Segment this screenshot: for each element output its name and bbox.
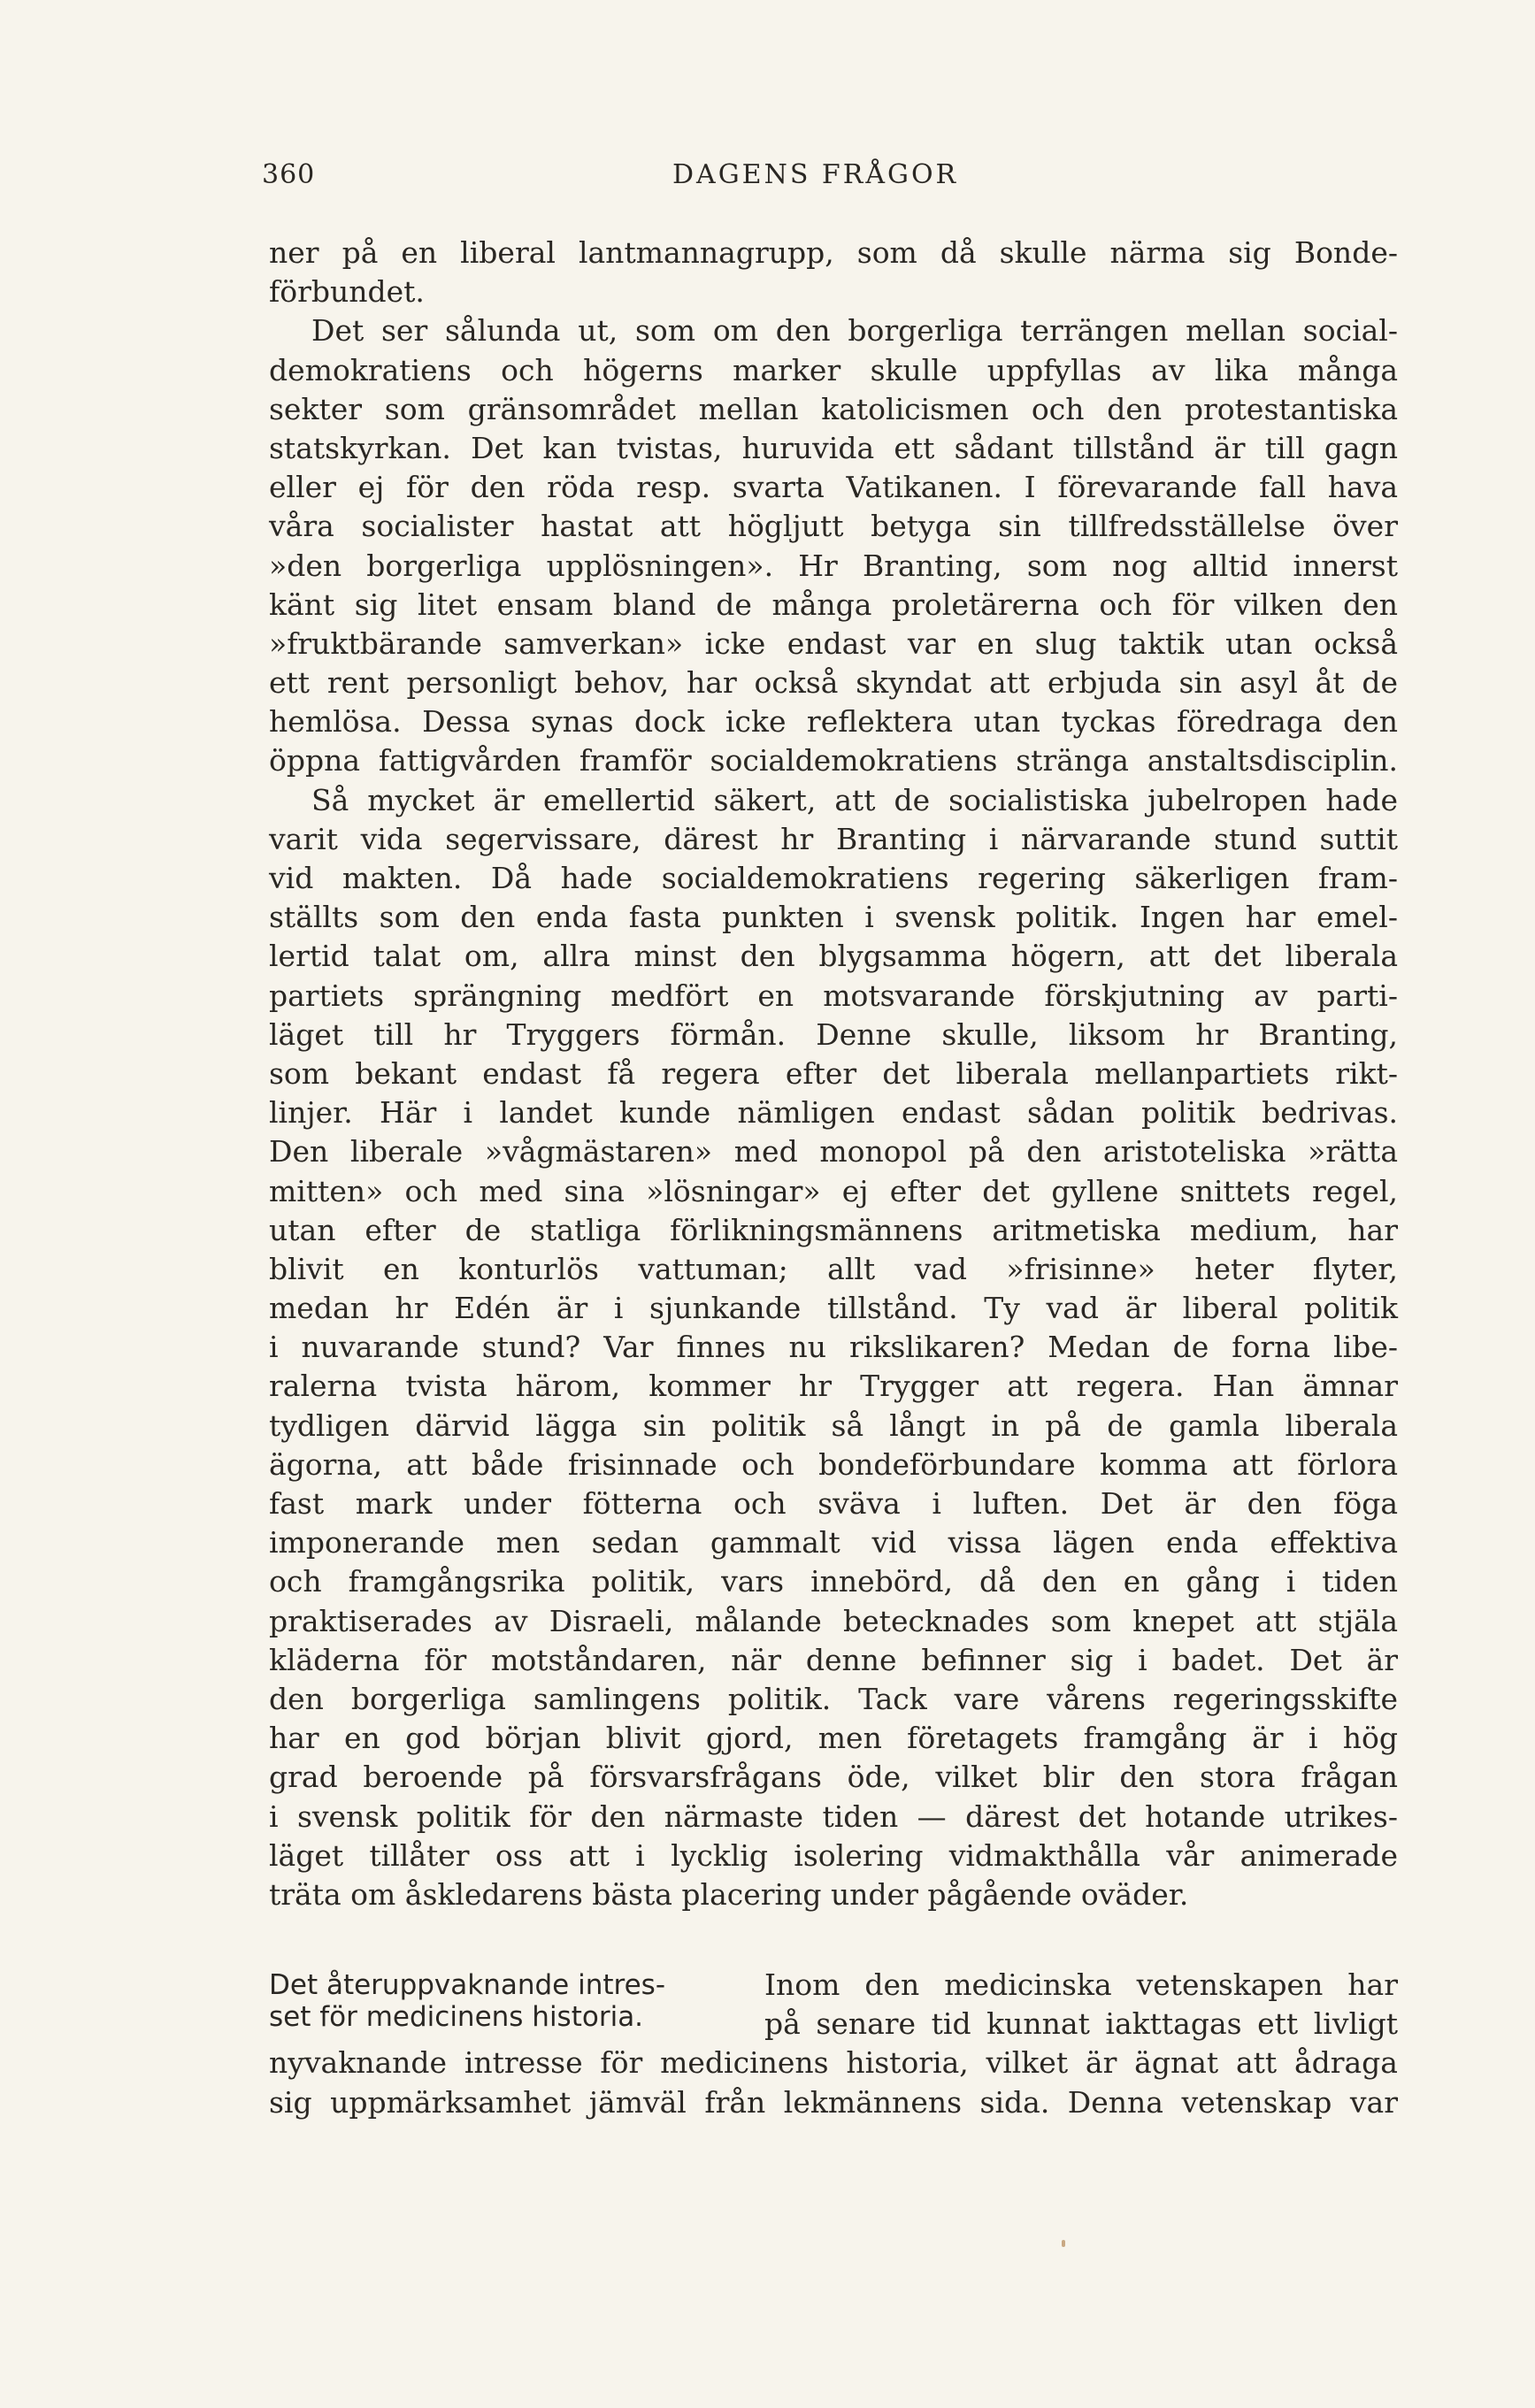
text-line: förbundet. (269, 274, 425, 310)
section-side-heading (269, 1969, 750, 2033)
text-line: mitten» och med sina »lösningar» ej efter det gyllene snittets regel, (269, 1173, 1398, 1208)
text-line: linjer. Här i landet kunde nämligen endast sådan politik bedrivas. (269, 1095, 1398, 1131)
article-body (269, 234, 1398, 1914)
text-line: medan hr Edén är i sjunkande tillstånd. Ty vad är liberal politik (269, 1291, 1398, 1326)
text-line: Så mycket är emellertid säkert, att de socialistiska jubelropen hade (311, 782, 1398, 817)
text-line: som bekant endast få regera efter det liberala mellanpartiets rikt- (269, 1055, 1398, 1091)
text-line: Det ser sålunda ut, som om den borgerliga terrängen mellan social- (311, 313, 1398, 349)
text-line: eller ej för den röda resp. svarta Vatikanen. I förevarande fall hava (269, 470, 1398, 505)
text-line: läget tillåter oss att i lycklig isolering vidmakthålla vår animerade (269, 1837, 1398, 1873)
text-line: våra socialister hastat att högljutt betyga sin tillfredsställelse över (269, 509, 1398, 544)
text-line: den borgerliga samlingens politik. Tack vare vårens regeringsskifte (269, 1681, 1398, 1716)
section-head-text (750, 1966, 1398, 2044)
text-line: i svensk politik för den närmaste tiden — därest det hotande utrikes- (269, 1798, 1398, 1834)
text-line: på senare tid kunnat iakttagas ett livligt (764, 2006, 1398, 2042)
text-line: läget till hr Tryggers förmån. Denne skulle, liksom hr Branting, (269, 1016, 1398, 1052)
side-heading-line: Det återuppvaknande intres- (269, 1969, 666, 2001)
text-line: »den borgerliga upplösningen». Hr Branting, som nog alltid innerst (269, 548, 1398, 583)
text-line: ställts som den enda fasta punkten i svensk politik. Ingen har emel- (269, 900, 1398, 935)
text-line: imponerande men sedan gammalt vid vissa lägen enda effektiva (269, 1525, 1398, 1561)
text-line: sekter som gränsområdet mellan katolicismen och den protestantiska (269, 391, 1398, 426)
running-title: DAGENS FRÅGOR (672, 159, 959, 190)
text-line: öppna fattigvården framför socialdemokratiens stränga anstaltsdisciplin. (269, 743, 1398, 778)
text-line: ett rent personligt behov, har också skyndat att erbjuda sin asyl åt de (269, 665, 1398, 701)
text-line: sig uppmärksamhet jämväl från lekmännens sida. Denna vetenskap var (269, 2084, 1398, 2120)
text-line: »fruktbärande samverkan» icke endast var en slug taktik utan också (269, 625, 1398, 661)
text-line: i nuvarande stund? Var finnes nu rikslikaren? Medan de forna libe- (269, 1330, 1398, 1365)
section-head (269, 1966, 1398, 2044)
text-line: känt sig litet ensam bland de många proletärerna och för vilken den (269, 587, 1398, 622)
text-line: tydligen därvid lägga sin politik så långt in på de gamla liberala (269, 1407, 1398, 1443)
text-line: hemlösa. Dessa synas dock icke reflektera utan tyckas föredraga den (269, 704, 1398, 740)
text-line: varit vida segervissare, därest hr Branting i närvarande stund suttit (269, 821, 1398, 856)
page-number: 360 (262, 159, 316, 190)
text-line: fast mark under fötterna och sväva i luften. Det är den föga (269, 1486, 1398, 1521)
text-line: ägorna, att både frisinnade och bondeförbundare komma att förlora (269, 1446, 1398, 1482)
text-line: praktiserades av Disraeli, målande betecknades som knepet att stjäla (269, 1603, 1398, 1638)
text-line: kläderna för motståndaren, när denne befinner sig i badet. Det är (269, 1642, 1398, 1677)
text-line: träta om åskledarens bästa placering under pågående oväder. (269, 1876, 1189, 1912)
text-line: statskyrkan. Det kan tvistas, huruvida ett sådant tillstånd är till gagn (269, 430, 1398, 465)
text-line: Den liberale »vågmästaren» med monopol på den aristoteliska »rätta (269, 1134, 1398, 1169)
text-line: blivit en konturlös vattuman; allt vad »frisinne» heter flyter, (269, 1251, 1398, 1286)
text-line: har en god början blivit gjord, men företagets framgång är i hög (269, 1721, 1398, 1756)
paper-stain (1062, 2240, 1065, 2247)
text-line: vid makten. Då hade socialdemokratiens regering säkerligen fram- (269, 861, 1398, 895)
new-section (269, 1966, 1398, 2122)
text-line: nyvaknande intresse för medicinens historia, vilket är ägnat att ådraga (269, 2045, 1398, 2081)
text-line: ralerna tvista härom, kommer hr Trygger att regera. Han ämnar (269, 1369, 1398, 1404)
text-line: demokratiens och högerns marker skulle uppfyllas av lika många (269, 352, 1398, 387)
text-line: lertid talat om, allra minst den blygsamma högern, att det liberala (269, 939, 1398, 974)
text-line: Inom den medicinska vetenskapen har (764, 1967, 1398, 2002)
text-line: partiets sprängning medfört en motsvarande förskjutning av parti- (269, 978, 1398, 1013)
text-line: utan efter de statliga förlikningsmännens aritmetiska medium, har (269, 1212, 1398, 1247)
text-line: och framgångsrika politik, vars innebörd, då den en gång i tiden (269, 1564, 1398, 1599)
side-heading-line: set för medicinens historia. (269, 2001, 644, 2033)
text-line: ner på en liberal lantmannagrupp, som då skulle närma sig Bonde- (269, 235, 1398, 270)
text-line: grad beroende på försvarsfrågans öde, vilket blir den stora frågan (269, 1760, 1398, 1795)
